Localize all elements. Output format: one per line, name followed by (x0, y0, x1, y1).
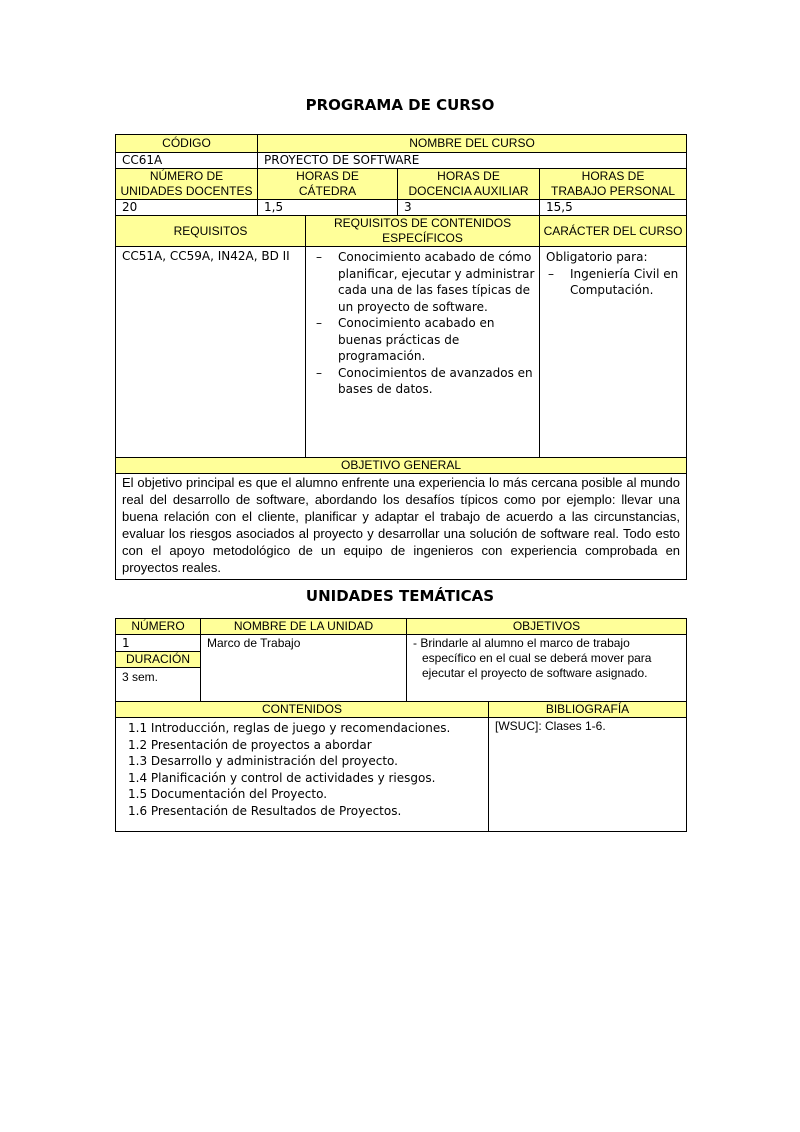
header-horas-catedra: HORAS DE CÁTEDRA (258, 169, 398, 200)
header-duracion: DURACIÓN (116, 652, 201, 668)
objective-line: - Brindarle al alumno el marco de trabajo (413, 636, 630, 650)
units-title: UNIDADES TEMÁTICAS (305, 587, 495, 605)
course-name: PROYECTO DE SOFTWARE (258, 153, 687, 169)
list-item: – Conocimientos de avanzados en bases de datos. (308, 365, 535, 398)
header-caracter: CARÁCTER DEL CURSO (540, 216, 687, 247)
header-bibliografia: BIBLIOGRAFÍA (489, 702, 687, 718)
course-code: CC61A (116, 153, 258, 169)
header-horas-auxiliar: HORAS DE DOCENCIA AUXILIAR (398, 169, 540, 200)
caracter-intro: Obligatorio para: (546, 250, 648, 264)
header-numero: NÚMERO (116, 619, 201, 635)
list-item: – Conocimiento acabado en buenas prácticas de programación. (308, 315, 535, 365)
contenidos-list (116, 718, 489, 832)
page-title: PROGRAMA DE CURSO (305, 96, 495, 114)
objetivo-general-text: El objetivo principal es que el alumno enfrente una experiencia lo más cercana posible al mundo real del desarrollo de software, abordando los desafíos típicos como por ejemplo: llevar una buena relación con el cliente, planificar y adaptar el trabajo de acuerdo a las circunstancias, evaluar los riesgos asociados al proyecto y desarrollar una solución de software real. Todo esto con el apoyo metodológico de un equipo de ingenieros con experiencia comprobada en proyectos reales. (116, 474, 687, 580)
requisitos-value: CC51A, CC59A, IN42A, BD II (116, 247, 306, 458)
bibliografia-value: [WSUC]: Clases 1-6. (489, 718, 687, 832)
unit-duration: 3 sem. (116, 668, 201, 702)
course-table (115, 134, 687, 580)
list-item: 1.1 Introducción, reglas de juego y recomendaciones. (128, 721, 451, 735)
list-item: 1.3 Desarrollo y administración del proyecto. (128, 754, 398, 768)
caracter-value (540, 247, 687, 458)
unit-number: 1 (116, 635, 201, 652)
unit-table (115, 618, 687, 832)
list-item: – Ingeniería Civil en Computación. (540, 266, 682, 299)
header-codigo: CÓDIGO (116, 135, 258, 153)
header-objetivo-general: OBJETIVO GENERAL (116, 458, 687, 474)
list-item: 1.2 Presentación de proyectos a abordar (128, 737, 372, 752)
header-unidades-docentes: NÚMERO DE UNIDADES DOCENTES (116, 169, 258, 200)
list-item: – Conocimiento acabado de cómo planificar, ejecutar y administrar cada una de las fases típicas de un proyecto de software. (308, 249, 535, 315)
list-item: 1.6 Presentación de Resultados de Proyectos. (128, 803, 402, 818)
header-requisitos: REQUISITOS (116, 216, 306, 247)
value-personal: 15,5 (540, 200, 687, 216)
header-nombre-unidad: NOMBRE DE LA UNIDAD (201, 619, 407, 635)
list-item: 1.4 Planificación y control de actividades y riesgos. (128, 770, 436, 785)
unit-name: Marco de Trabajo (201, 635, 407, 702)
requisitos-contenidos-list (306, 247, 540, 458)
unit-objectives (407, 635, 687, 702)
header-contenidos: CONTENIDOS (116, 702, 489, 718)
list-item: 1.5 Documentación del Proyecto. (128, 787, 328, 801)
header-nombre-curso: NOMBRE DEL CURSO (258, 135, 687, 153)
header-horas-personal: HORAS DE TRABAJO PERSONAL (540, 169, 687, 200)
objective-line: ejecutar el proyecto de software asignado. (422, 666, 648, 680)
value-unidades: 20 (116, 200, 258, 216)
value-catedra: 1,5 (258, 200, 398, 216)
header-objetivos: OBJETIVOS (407, 619, 687, 635)
value-auxiliar: 3 (398, 200, 540, 216)
header-requisitos-contenidos: REQUISITOS DE CONTENIDOS ESPECÍFICOS (306, 216, 540, 247)
objective-line: específico en el cual se deberá mover para (422, 651, 652, 665)
